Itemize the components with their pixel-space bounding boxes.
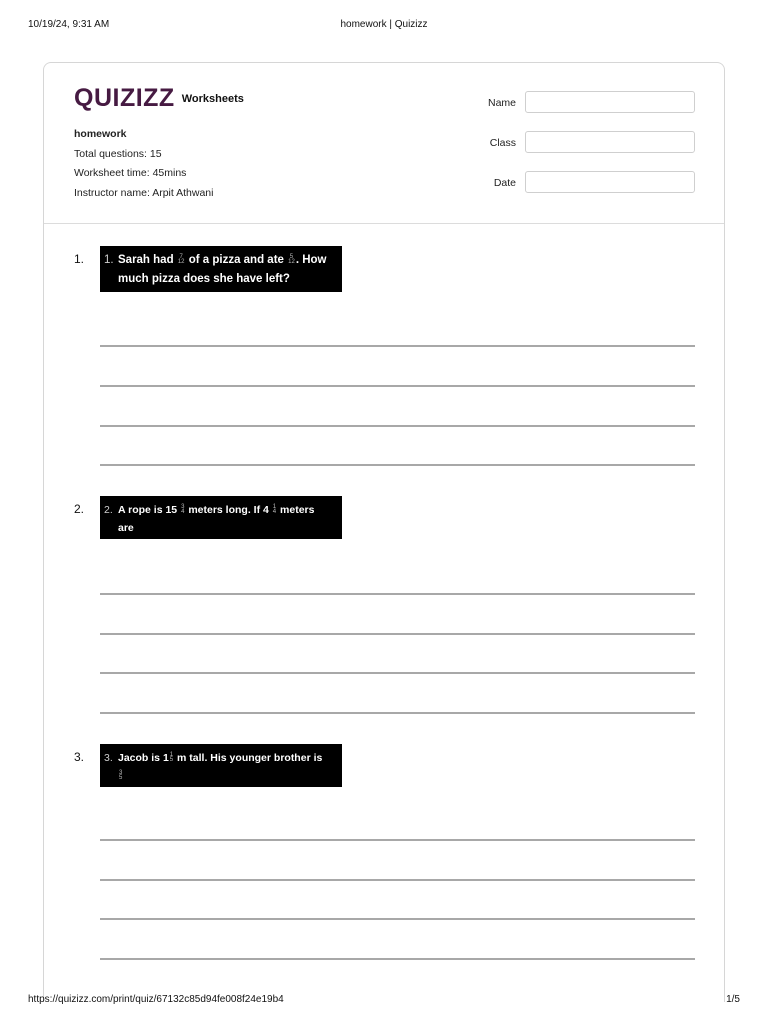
question-text: Sarah had [118,254,174,266]
answer-line [100,345,695,347]
fraction: 3 5 [119,770,123,782]
answer-line [100,918,695,920]
name-field[interactable] [525,91,695,113]
answer-line [100,958,695,960]
answer-line [100,672,695,674]
question-inner-number: 1. [104,254,114,266]
class-label: Class [489,137,516,149]
page-number: 1/5 [726,994,740,1005]
question-number: 1. [74,252,85,266]
fraction: 3 4 [181,504,185,516]
question-text: meters are [118,504,315,534]
question-text-box [100,496,342,552]
question-text: cut off, how much rope is left? [118,540,271,552]
question-inner-number: 2. [104,504,113,516]
answer-line [100,464,695,466]
question-text-box [100,246,342,292]
answer-line [100,879,695,881]
question-text: much pizza does she have left? [118,273,290,285]
question-number: 3. [74,750,85,764]
question-text: . How [295,254,327,266]
total-questions: Total questions: 15 [74,147,162,160]
answer-line [100,633,695,635]
answer-line [100,593,695,595]
fraction: 7 12 [177,253,185,265]
fraction: 5 12 [288,253,295,265]
instructor-name: Instructor name: Arpit Athwani [74,186,214,199]
print-datetime: 10/19/24, 9:31 AM [28,19,110,30]
answer-line [100,385,695,387]
date-field[interactable] [525,171,695,193]
question-number: 2. [74,502,85,516]
question-text: meters long. If 4 [188,504,269,516]
print-url: https://quizizz.com/print/quiz/67132c85d94fe008f24e19b4 [28,994,284,1005]
question-inner-number: 3. [104,752,113,764]
class-field[interactable] [525,131,695,153]
date-label: Date [493,177,516,189]
fraction: 1 5 [169,752,174,764]
question-text: of a pizza and ate [188,254,284,266]
worksheet-meta [74,125,213,203]
question-text-box [100,744,342,818]
question-text: m shorter than him. How tall is his brother? [118,788,289,818]
question-text: m tall. His younger brother is [177,752,323,764]
worksheet-card [43,62,725,1002]
answer-line [100,712,695,714]
answer-line [100,839,695,841]
fraction: 1 4 [272,504,277,516]
answer-line [100,425,695,427]
worksheet-time: Worksheet time: 45mins [74,167,187,179]
print-title: homework | Quizizz [340,19,428,30]
worksheet-header [44,63,724,224]
quizizz-logo [74,83,244,113]
question-text: A rope is 15 [118,504,178,516]
product-name: Worksheets [181,93,244,105]
worksheet-name: homework [74,128,127,140]
question-text: Jacob is 1 [118,752,169,764]
print-header [0,19,768,33]
name-label: Name [487,97,516,109]
brand-logo-text: QUIZIZZ [74,83,175,112]
